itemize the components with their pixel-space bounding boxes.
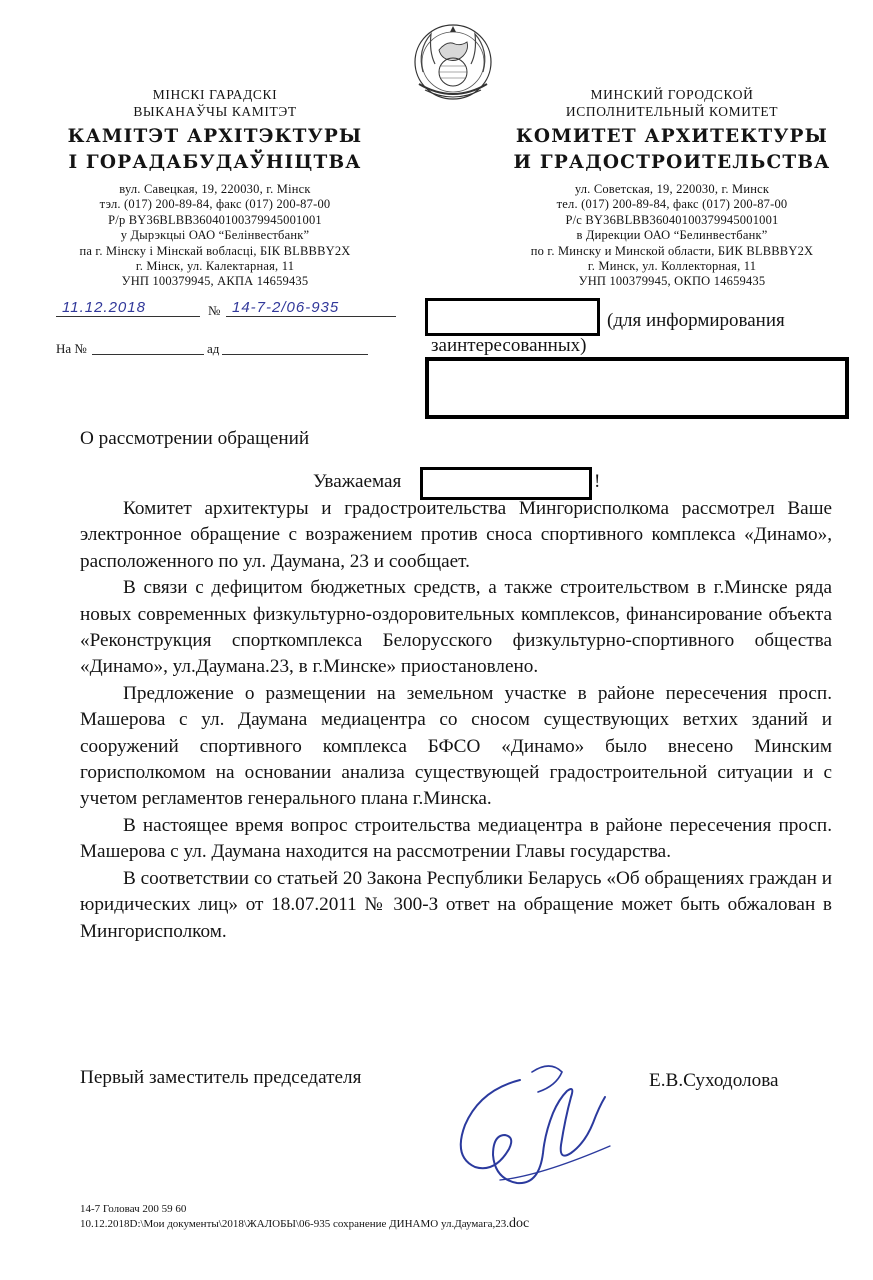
file-extension: doc <box>509 1216 530 1231</box>
recipient-address-redaction <box>425 357 849 419</box>
left-address-line: вул. Савецкая, 19, 220030, г. Мінск <box>119 182 311 196</box>
salutation <box>313 469 401 495</box>
salutation-suffix: ! <box>594 471 601 492</box>
recipient-name-redaction <box>425 298 600 336</box>
file-path <box>80 1217 529 1231</box>
recipient-note-line2: заинтересованных) <box>431 335 587 356</box>
right-address-line: в Дирекции ОАО “Белинвестбанк” <box>576 228 768 243</box>
signatory-name: Е.В.Суходолова <box>649 1070 779 1091</box>
right-address-line: Р/с BY36BLBB36040100379945001001 <box>565 212 779 227</box>
body-paragraph: В соответствии со статьей 20 Закона Республики Беларусь «Об обращениях граждан и юридических лиц» от 18.07.2011 № 300-З ответ на обращение может быть обжалован в Мингорисполком. <box>80 867 832 942</box>
incoming-date-label: ад <box>207 341 220 356</box>
letter-body <box>80 496 832 945</box>
left-address-line: г. Мінск, ул. Калектарная, 11 <box>135 259 295 274</box>
right-address-line: по г. Минску и Минской области, БИК BLBBBY2X <box>530 243 814 258</box>
left-title-line2: І ГОРАДАБУДАЎНІЦТВА <box>68 152 362 173</box>
file-path-text: 10.12.2018D:\Мои документы\2018\ЖАЛОБЫ\06-935 сохранение ДИНАМО ул.Даумага,23. <box>80 1218 510 1230</box>
left-org-line1: МІНСКІ ГАРАДСКІ <box>152 87 278 102</box>
left-address-line: Р/р BY36BLBB36040100379945001001 <box>108 212 322 227</box>
left-org-line2: ВЫКАНАЎЧЫ КАМІТЭТ <box>133 104 297 119</box>
right-title-line2: И ГРАДОСТРОИТЕЛЬСТВА <box>513 152 831 173</box>
handwritten-signature <box>440 1060 630 1190</box>
reference-date-line <box>56 316 200 317</box>
left-title-line1: КАМІТЭТ АРХІТЭКТУРЫ <box>67 126 363 147</box>
left-header <box>40 86 390 290</box>
right-org-line2: ИСПОЛНИТЕЛЬНЫЙ КОМИТЕТ <box>565 104 779 119</box>
right-address-line: ул. Советская, 19, 220030, г. Минск <box>574 182 770 196</box>
reference-number-line <box>226 316 396 317</box>
signatory-position: Первый заместитель председателя <box>80 1067 362 1088</box>
incoming-date-line <box>222 354 368 355</box>
body-paragraph: Комитет архитектуры и градостроительства Мингорисполкома рассмотрел Ваше электронное обращение с возражением против сноса спортивного комплекса «Динамо», расположенного по ул. Даумана, 23 и сообщает. <box>80 498 832 572</box>
reference-date: 11.12.2018 <box>62 299 146 316</box>
left-address <box>40 182 390 290</box>
left-address-line: па г. Мінску і Мінскай вобласці, БІК BLBBBY2X <box>79 243 351 258</box>
recipient-note-line1: (для информирования <box>607 310 785 331</box>
body-paragraph: В связи с дефицитом бюджетных средств, а также строительством в г.Минске ряда новых современных физкультурно-оздоровительных комплексов, финансирование объекта «Реконструкция спорткомплекса Белорусского физкультурно-спортивного общества «Динамо», ул.Даумана.23, в г.Минске» приостановлено. <box>80 577 832 678</box>
right-address-line: тел. (017) 200-89-84, факс (017) 200-87-00 <box>556 197 788 212</box>
body-paragraph: В настоящее время вопрос строительства медиацентра в районе пересечения просп. Машерова с ул. Даумана находится на рассмотрении Главы государства. <box>80 814 832 863</box>
incoming-reference-line <box>92 354 204 355</box>
left-address-line: тэл. (017) 200-89-84, факс (017) 200-87-00 <box>99 197 331 212</box>
reference-number-sign: № <box>208 303 221 318</box>
left-address-line: у Дырэкцыі ОАО “Белінвестбанк” <box>120 228 310 243</box>
right-address-line: УНП 100379945, ОКПО 14659435 <box>578 274 766 289</box>
right-org-line1: МИНСКИЙ ГОРОДСКОЙ <box>590 87 754 102</box>
right-address <box>492 182 852 290</box>
incoming-reference-label: На № <box>56 341 87 356</box>
right-header <box>492 86 852 290</box>
salutation-prefix: Уважаемая <box>313 471 402 492</box>
right-address-line: г. Минск, ул. Коллекторная, 11 <box>587 259 757 274</box>
national-emblem <box>409 22 497 104</box>
reference-number: 14-7-2/06-935 <box>232 299 340 316</box>
right-title-line1: КОМИТЕТ АРХИТЕКТУРЫ <box>515 126 829 147</box>
subject-line: О рассмотрении обращений <box>80 428 310 449</box>
body-paragraph: Предложение о размещении на земельном участке в районе пересечения просп. Машерова с ул. Даумана медиацентра со сносом существующих ветхих зданий и сооружений спортивного комплекса БФСО «Динамо» было внесено Минским горисполкомом на основании анализа существующей градостроительной ситуации и с учетом регламентов генерального плана г.Минска. <box>80 682 832 810</box>
left-address-line: УНП 100379945, АКПА 14659435 <box>121 274 309 289</box>
executor-info: 14-7 Головач 200 59 60 <box>80 1203 187 1215</box>
